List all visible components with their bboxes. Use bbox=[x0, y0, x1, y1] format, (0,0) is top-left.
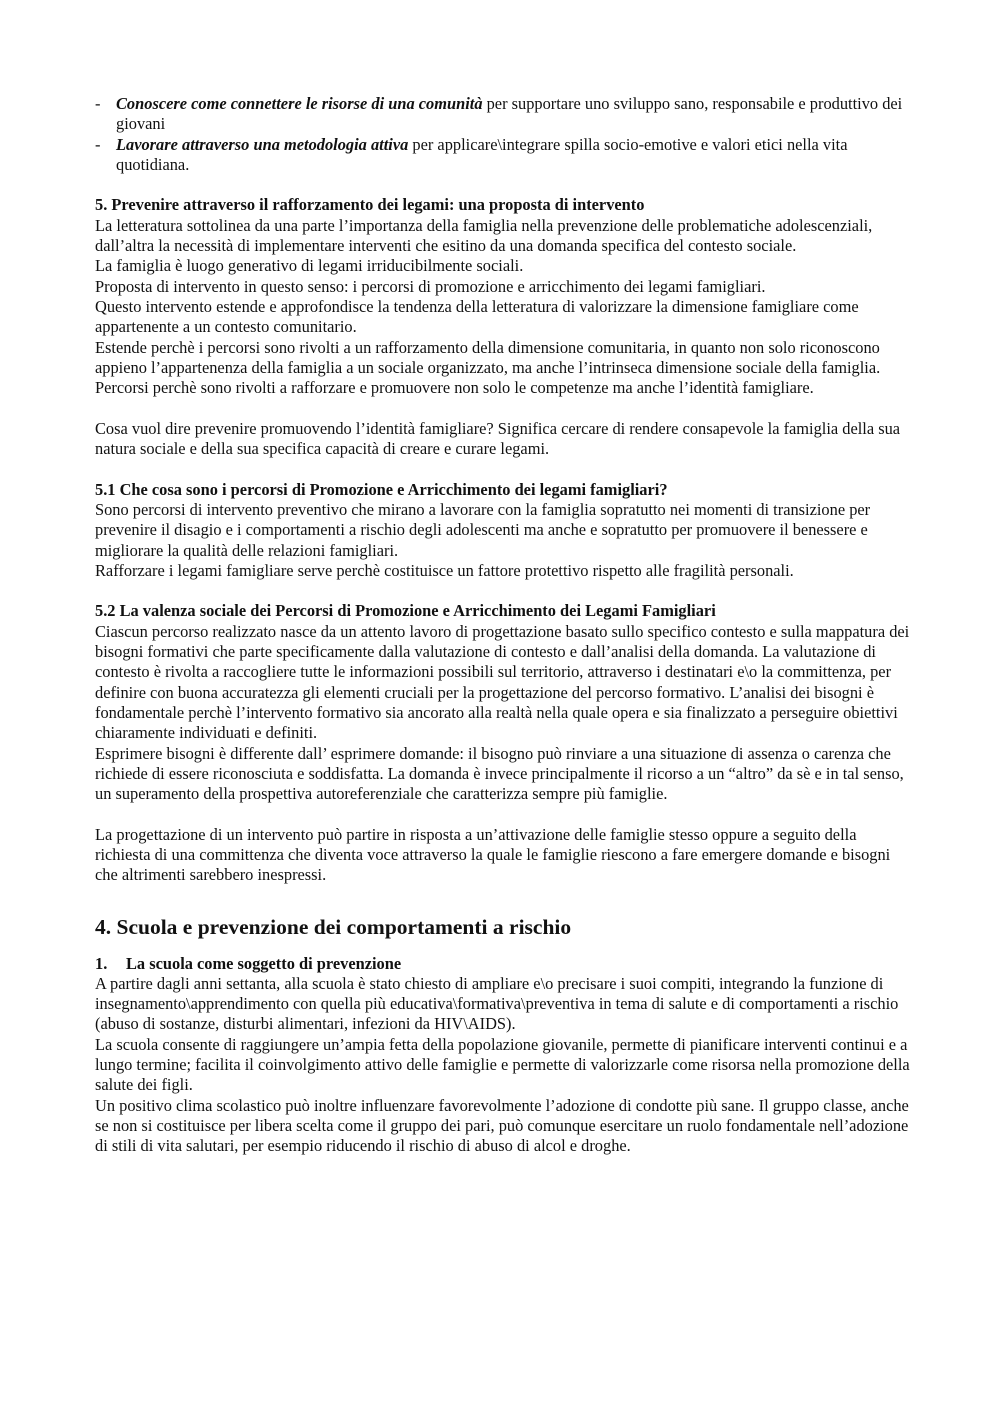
paragraph: Cosa vuol dire prevenire promuovendo l’identità famigliare? Significa cercare di rendere consapevole la famiglia della sua natura sociale e della sua specifica capacità di creare e curare legami. bbox=[95, 418, 901, 459]
paragraph: A partire dagli anni settanta, alla scuola è stato chiesto di ampliare e\o precisare i suoi compiti, integrando la funzione di insegnamento\apprendimento con quella più educativa\formativa\preventiva in tema di salute e di comportamenti a rischio (abuso di sostanze, disturbi alimentari, infezioni da HIV\AIDS). bbox=[95, 973, 899, 1034]
subsection-title: La scuola come soggetto di prevenzione bbox=[126, 953, 402, 973]
bullet-text: per applicare\integrare spilla socio-emotive e valori etici nella vita quotidiana. bbox=[116, 134, 848, 174]
spacer bbox=[95, 459, 910, 479]
paragraph: Ciascun percorso realizzato nasce da un attento lavoro di progettazione basato sullo specifico contesto e sulla mappatura dei bisogni formativi che parte specificamente dalla valutazione di contesto e dall’analisi della domanda. La valutazione di contesto è rivolta a raccogliere tutte le informazioni possibili sul territorio, attraverso i destinatari e\o la committenza, per definire con buona accuratezza gli elementi cruciali per la progettazione del percorso formativo. L’analisi dei bisogni è fondamentale perchè l’intervento formativo sia ancorato alla realtà nella quale opera e sia finalizzato a perseguire obiettivi chiaramente individuati e definiti. bbox=[95, 621, 910, 743]
bullet-emphasis: Conoscere come connettere le risorse di una comunità bbox=[116, 94, 483, 113]
bullet-dash: - bbox=[95, 94, 101, 113]
spacer bbox=[95, 398, 910, 418]
bullet-emphasis: Lavorare attraverso una metodologia attiva bbox=[116, 134, 409, 154]
paragraph: Proposta di intervento in questo senso: i percorsi di promozione e arricchimento dei legami famigliari. bbox=[95, 276, 766, 296]
subsection-number: 1. bbox=[95, 953, 108, 973]
paragraph: La letteratura sottolinea da una parte l’importanza della famiglia nella prevenzione delle problematiche adolescenziali, dall’altra la necessità di implementare interventi che esitino da una domanda specifica del contesto sociale. bbox=[95, 215, 873, 256]
paragraph: Esprimere bisogni è differente dall’ esprimere domande: il bisogno può rinviare a una situazione di assenza o carenza che richiede di essere riconosciuta e soddisfatta. La domanda è invece principalmente il ricorso a un “altro” da sè e in tal senso, un superamento della prospettiva autoreferenziale che caratterizza sempre più famiglie. bbox=[95, 743, 904, 804]
paragraph: Estende perchè i percorsi sono rivolti a un rafforzamento della dimensione comunitaria, in quanto non solo riconoscono appieno l’appartenenza della famiglia a un sociale organizzato, ma anche l’intrinseca dimensione sociale della famiglia. bbox=[95, 337, 881, 377]
paragraph: La scuola consente di raggiungere un’ampia fetta della popolazione giovanile, permette di pianificare interventi continui e a lungo termine; facilita il coinvolgimento attivo delle famiglie e permette di valorizzarle come risorsa nella promozione della salute dei figli. bbox=[95, 1034, 910, 1095]
section-5-2-heading: 5.2 La valenza sociale dei Percorsi di Promozione e Arricchimento dei Legami Famigliari bbox=[95, 601, 716, 621]
bullet-text: per supportare uno sviluppo sano, responsabile e produttivo dei giovani bbox=[116, 94, 903, 134]
paragraph: La famiglia è luogo generativo di legami irriducibilmente sociali. bbox=[95, 256, 524, 276]
paragraph: Un positivo clima scolastico può inoltre influenzare favorevolmente l’adozione di condotte più sane. Il gruppo classe, anche se non si costituisce per libera scelta come il gruppo dei pari, può comunque esercitare un ruolo fondamentale nell’adozione di stili di vita salutari, per esempio riducendo il rischio di abuso di alcol e droghe. bbox=[95, 1095, 909, 1156]
paragraph: La progettazione di un intervento può partire in risposta a un’attivazione delle famiglie stesso oppure a seguito della richiesta di una committenza che diventa voce attraverso la quale le famiglie riescono a fare emergere domande e bisogni che altrimenti sarebbero inespressi. bbox=[95, 824, 891, 885]
subsection-1-heading bbox=[95, 954, 910, 974]
bullet-list bbox=[95, 94, 910, 175]
section-5-1-heading: 5.1 Che cosa sono i percorsi di Promozione e Arricchimento dei legami famigliari? bbox=[95, 479, 668, 499]
chapter-4-heading: 4. Scuola e prevenzione dei comportamenti a rischio bbox=[95, 914, 572, 939]
bullet-dash: - bbox=[95, 134, 101, 154]
paragraph: Sono percorsi di intervento preventivo che mirano a lavorare con la famiglia sopratutto nei momenti di transizione per prevenire il disagio e i comportamenti a rischio degli adolescenti ma anche e sopratutto per promuovere il benessere e migliorare la qualità delle relazioni famigliari. bbox=[95, 499, 871, 560]
bullet-item bbox=[95, 94, 910, 135]
spacer bbox=[95, 175, 910, 195]
bullet-item bbox=[95, 135, 910, 176]
paragraph: Rafforzare i legami famigliare serve perchè costituisce un fattore protettivo rispetto alle fragilità personali. bbox=[95, 560, 794, 580]
paragraph: Percorsi perchè sono rivolti a rafforzare e promuovere non solo le competenze ma anche l’identità famigliare. bbox=[95, 378, 814, 398]
spacer bbox=[95, 581, 910, 601]
paragraph: Questo intervento estende e approfondisce la tendenza della letteratura di valorizzare la dimensione famigliare come appartenente a un contesto comunitario. bbox=[95, 296, 859, 337]
spacer bbox=[95, 804, 910, 824]
section-5-heading: 5. Prevenire attraverso il rafforzamento dei legami: una proposta di intervento bbox=[95, 195, 645, 215]
